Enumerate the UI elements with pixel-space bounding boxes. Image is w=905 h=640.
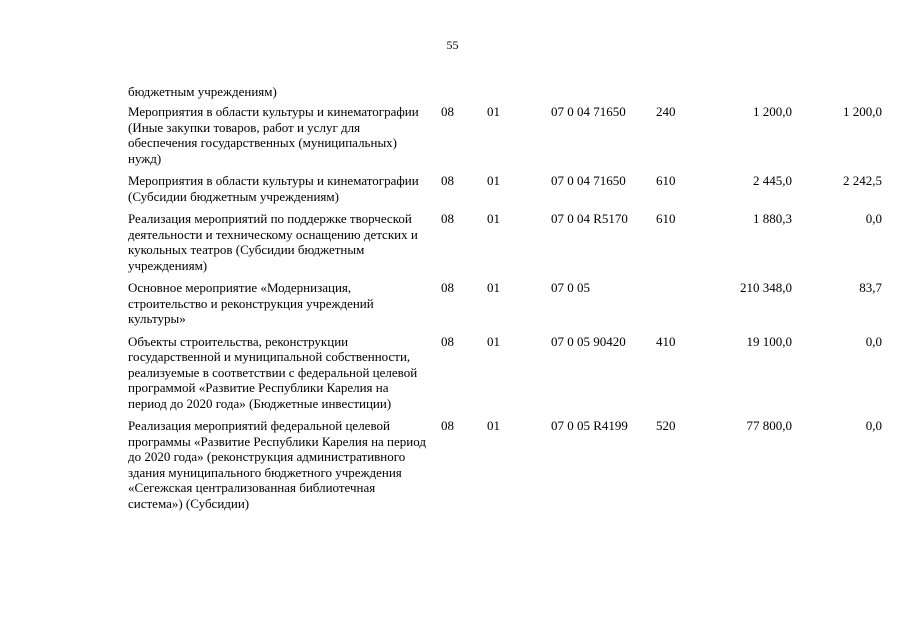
row-target-code: 07 0 04 71650 bbox=[551, 104, 626, 119]
table-row bbox=[0, 418, 905, 511]
row-section: 08 bbox=[441, 104, 454, 119]
row-amount-2: 83,7 bbox=[859, 280, 882, 295]
row-target-code: 07 0 05 bbox=[551, 280, 590, 295]
row-description: Объекты строительства, реконструкции государственной и муниципальной собственности, реализуемые в соответствии с федеральной целевой программой «Развитие Республики Карелия на период до 2020 года» (Бюджетные инвестиции) bbox=[128, 333, 418, 411]
row-amount-1: 1 880,3 bbox=[753, 211, 792, 226]
row-expense-type: 520 bbox=[656, 418, 676, 433]
row-amount-2: 1 200,0 bbox=[843, 104, 882, 119]
row-subsection: 01 bbox=[487, 173, 500, 188]
row-amount-2: 0,0 bbox=[865, 333, 882, 349]
row-expense-type: 610 bbox=[656, 173, 676, 188]
row-expense-type: 610 bbox=[656, 211, 676, 226]
row-subsection: 01 bbox=[487, 211, 500, 226]
row-amount-1: 2 445,0 bbox=[753, 173, 792, 188]
row-description: Реализация мероприятий федеральной целевой программы «Развитие Республики Карелия на период до 2020 года» (реконструкция административного здания муниципального бюджетного учреждения «Сегежская централизованная библиотечная система») (Субсидии) bbox=[128, 418, 426, 511]
row-section: 08 bbox=[441, 280, 454, 295]
row-target-code: 07 0 04 71650 bbox=[551, 173, 626, 188]
row-subsection: 01 bbox=[487, 280, 500, 295]
row-expense-type: 240 bbox=[656, 104, 676, 119]
budget-table bbox=[0, 104, 905, 518]
row-amount-1: 1 200,0 bbox=[753, 104, 792, 119]
row-amount-1: 19 100,0 bbox=[746, 333, 792, 349]
row-target-code: 07 0 04 R5170 bbox=[551, 211, 628, 226]
row-expense-type: 410 bbox=[656, 333, 676, 349]
row-target-code: 07 0 05 R4199 bbox=[551, 418, 628, 433]
continued-description: бюджетным учреждениям) bbox=[128, 84, 277, 99]
table-row bbox=[0, 104, 905, 166]
row-description: Основное мероприятие «Модернизация, строительство и реконструкция учреждений культуры» bbox=[128, 280, 374, 326]
table-row bbox=[0, 211, 905, 273]
row-description: Мероприятия в области культуры и кинематографии (Субсидии бюджетным учреждениям) bbox=[128, 173, 419, 204]
page-number: 55 bbox=[446, 38, 459, 52]
row-section: 08 bbox=[441, 333, 454, 349]
row-description: Мероприятия в области культуры и кинематографии (Иные закупки товаров, работ и услуг для обеспечения государственных (муниципальных) нужд) bbox=[128, 104, 419, 166]
row-amount-1: 210 348,0 bbox=[740, 280, 792, 295]
row-amount-2: 2 242,5 bbox=[843, 173, 882, 188]
row-subsection: 01 bbox=[487, 333, 500, 349]
row-subsection: 01 bbox=[487, 104, 500, 119]
table-row bbox=[0, 334, 905, 412]
table-row bbox=[0, 280, 905, 327]
row-section: 08 bbox=[441, 418, 454, 433]
row-amount-2: 0,0 bbox=[865, 211, 882, 226]
row-description: Реализация мероприятий по поддержке творческой деятельности и техническому оснащению детских и кукольных театров (Субсидии бюджетным учреждениям) bbox=[128, 211, 418, 273]
row-amount-2: 0,0 bbox=[865, 418, 882, 433]
row-target-code: 07 0 05 90420 bbox=[551, 333, 626, 349]
row-subsection: 01 bbox=[487, 418, 500, 433]
row-section: 08 bbox=[441, 211, 454, 226]
row-section: 08 bbox=[441, 173, 454, 188]
table-row bbox=[0, 173, 905, 204]
row-amount-1: 77 800,0 bbox=[746, 418, 792, 433]
